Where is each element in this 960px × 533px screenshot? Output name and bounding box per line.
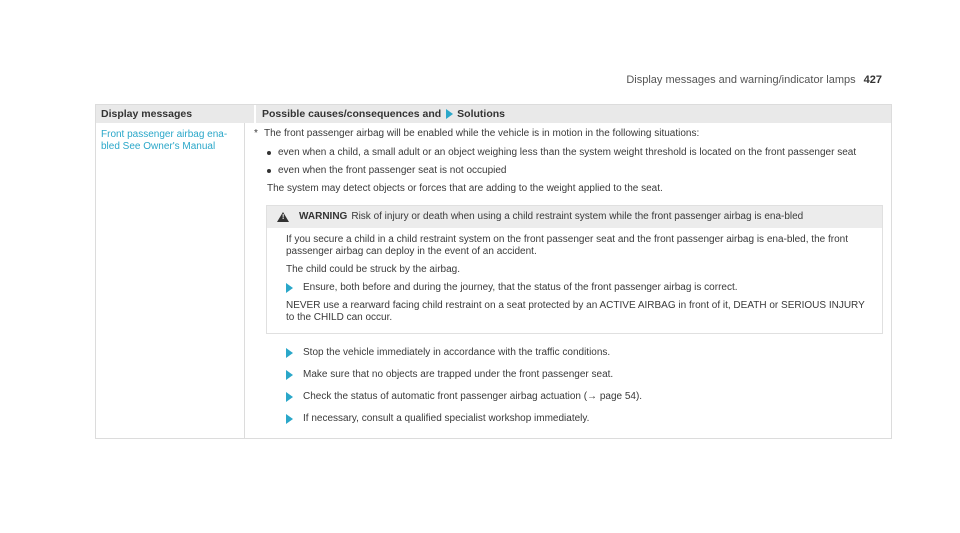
warning-title: Risk of injury or death when using a child restraint system while the front passenger airbag is ena-bled [351, 211, 804, 222]
warning-action [286, 282, 874, 294]
table-row [96, 123, 891, 438]
solution-steps [286, 347, 883, 425]
warning-action-text: Ensure, both before and during the journey, that the status of the front passenger airbag is correct. [303, 282, 738, 293]
col-header-solutions-label: Solutions [457, 108, 506, 120]
page-number: 427 [863, 74, 882, 86]
page-header [626, 74, 882, 86]
arrow-right-icon [446, 109, 453, 119]
list-item [286, 347, 883, 359]
step-text: Stop the vehicle immediately in accordance with the traffic conditions. [303, 347, 611, 358]
header-title: Display messages and warning/indicator lamps [626, 74, 856, 86]
list-item [286, 369, 883, 381]
col-header-causes [256, 105, 891, 123]
list-item [286, 413, 883, 425]
warning-paragraph: NEVER use a rearward facing child restraint on a seat protected by an ACTIVE AIRBAG in front of it, DEATH or SERIOUS INJURY to the CHILD can occur. [286, 300, 865, 323]
list-item [286, 391, 883, 403]
system-note: The system may detect objects or forces that are adding to the weight applied to the seat. [267, 183, 663, 194]
bullet-icon [267, 151, 271, 155]
action-arrow-icon [286, 283, 293, 293]
warning-paragraph: The child could be struck by the airbag. [286, 264, 460, 275]
messages-table [95, 104, 892, 439]
action-arrow-icon [286, 392, 293, 402]
warning-box [266, 205, 883, 334]
warning-triangle-icon: ! [277, 212, 289, 222]
causes-cell [245, 123, 891, 438]
action-arrow-icon [286, 370, 293, 380]
table-header [96, 105, 891, 123]
step-text: If necessary, consult a qualified specialist workshop immediately. [303, 413, 590, 424]
col-header-display-messages: Display messages [96, 105, 256, 123]
bullet-text: even when a child, a small adult or an object weighing less than the system weight threshold is located on the front passenger seat [278, 147, 857, 158]
action-arrow-icon [286, 348, 293, 358]
warning-header [267, 206, 882, 228]
intro-text: The front passenger airbag will be enabled while the vehicle is in motion in the following situations: [264, 128, 700, 139]
asterisk-mark: * [254, 128, 258, 139]
display-message: Front passenger airbag ena- bled See Owner's Manual [96, 123, 245, 438]
step-text[interactable]: Check the status of automatic front passenger airbag actuation (→ page 54). [303, 391, 643, 402]
col-header-causes-label: Possible causes/consequences and [262, 108, 442, 120]
warning-label: WARNING [299, 211, 348, 222]
list-item [267, 165, 883, 177]
bullet-text: even when the front passenger seat is not occupied [278, 165, 507, 176]
list-item [267, 147, 883, 159]
intro-paragraph [254, 128, 883, 140]
action-arrow-icon [286, 414, 293, 424]
warning-paragraph: If you secure a child in a child restraint system on the front passenger seat and the front passenger airbag is ena-bled, the front passenger airbag can deploy in the event of an accident. [286, 234, 848, 257]
warning-body [267, 228, 882, 333]
bullet-icon [267, 169, 271, 173]
step-text: Make sure that no objects are trapped under the front passenger seat. [303, 369, 614, 380]
